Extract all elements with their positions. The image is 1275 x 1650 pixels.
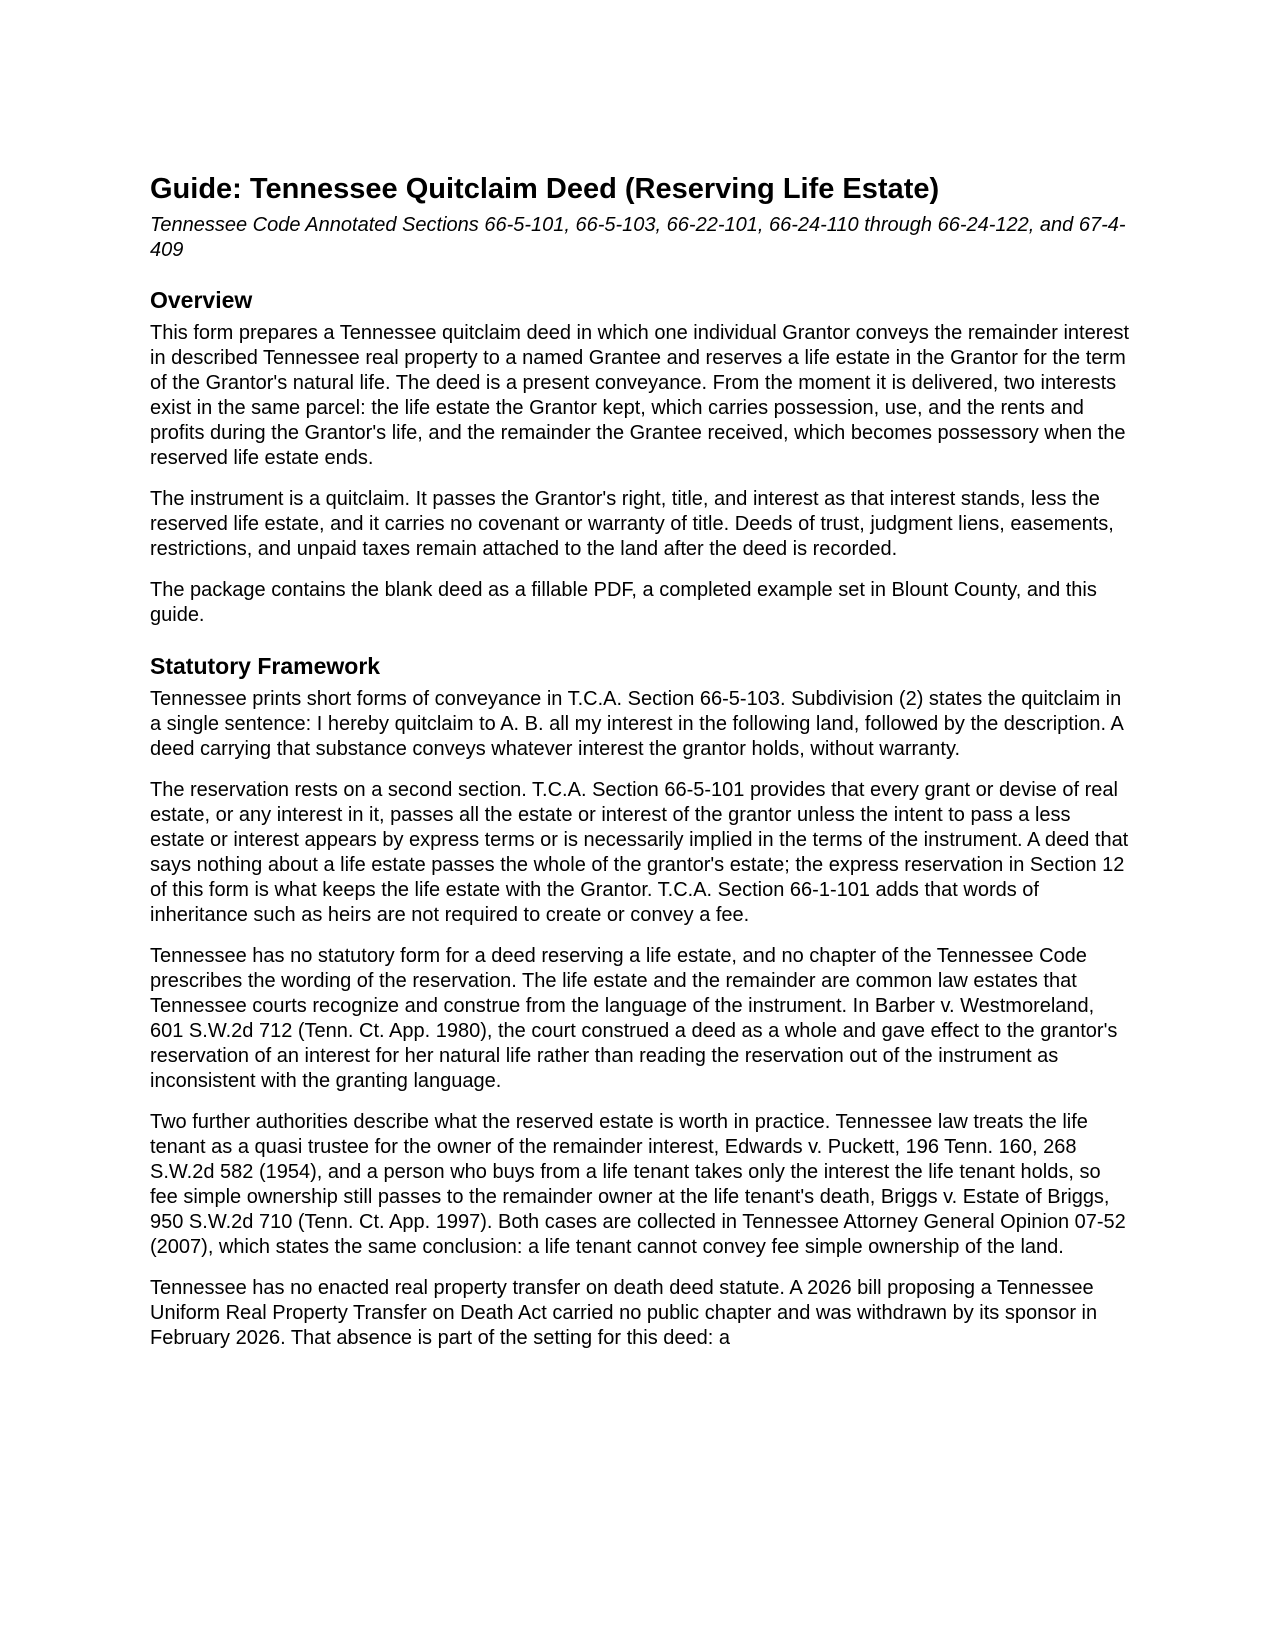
section-heading: Statutory Framework xyxy=(150,653,381,679)
paragraph: Tennessee has no statutory form for a deed reserving a life estate, and no chapter of the Tennessee Code prescribes the wording of the reservation. The life estate and the remainder are common law estates that Tennessee courts recognize and construe from the language of the instrument. In Barber v. Westmoreland, 601 S.W.2d 712 (Tenn. Ct. App. 1980), the court construed a deed as a whole and gave effect to the grantor's reservation of an interest for her natural life rather than reading the reservation out of the instrument as inconsistent with the granting language. xyxy=(150,945,1118,1092)
paragraph: The reservation rests on a second section. T.C.A. Section 66-5-101 provides that every grant or devise of real estate, or any interest in it, passes all the estate or interest of the grantor unless the intent to pass a less estate or interest appears by express terms or is necessarily implied in the terms of the instrument. A deed that says nothing about a life estate passes the whole of the grantor's estate; the express reservation in Section 12 of this form is what keeps the life estate with the Grantor. T.C.A. Section 66-1-101 adds that words of inheritance such as heirs are not required to create or convey a fee. xyxy=(150,779,1129,926)
paragraph: Two further authorities describe what the reserved estate is worth in practice. Tennessee law treats the life tenant as a quasi trustee for the owner of the remainder interest, Edwards v. Puckett, 196 Tenn. 160, 268 S.W.2d 582 (1954), and a person who buys from a life tenant takes only the interest the life tenant holds, so fee simple ownership still passes to the remainder owner at the life tenant's death, Briggs v. Estate of Briggs, 950 S.W.2d 710 (Tenn. Ct. App. 1997). Both cases are collected in Tennessee Attorney General Opinion 07-52 (2007), which states the same conclusion: a life tenant cannot convey fee simple ownership of the land. xyxy=(150,1111,1126,1258)
paragraph: This form prepares a Tennessee quitclaim deed in which one individual Grantor conveys the remainder interest in described Tennessee real property to a named Grantee and reserves a life estate in the Grantor for the term of the Grantor's natural life. The deed is a present conveyance. From the moment it is delivered, two interests exist in the same parcel: the life estate the Grantor kept, which carries possession, use, and the rents and profits during the Grantor's life, and the remainder the Grantee received, which becomes possessory when the reserved life estate ends. xyxy=(150,322,1130,469)
document-title: Guide: Tennessee Quitclaim Deed (Reserving Life Estate) xyxy=(150,173,940,205)
document-page xyxy=(150,171,1130,1367)
section-heading: Overview xyxy=(150,287,253,313)
section-overview xyxy=(150,286,1130,628)
section-statutory-framework xyxy=(150,652,1130,1351)
paragraph: Tennessee has no enacted real property transfer on death deed statute. A 2026 bill proposing a Tennessee Uniform Real Property Transfer on Death Act carried no public chapter and was withdrawn by its sponsor in February 2026. That absence is part of the setting for this deed: a xyxy=(150,1277,1098,1349)
statute-citation: Tennessee Code Annotated Sections 66-5-101, 66-5-103, 66-22-101, 66-24-110 through 66-24-122, and 67-4-409 xyxy=(150,214,1126,261)
paragraph: The instrument is a quitclaim. It passes the Grantor's right, title, and interest as that interest stands, less the reserved life estate, and it carries no covenant or warranty of title. Deeds of trust, judgment liens, easements, restrictions, and unpaid taxes remain attached to the land after the deed is recorded. xyxy=(150,488,1114,560)
paragraph: Tennessee prints short forms of conveyance in T.C.A. Section 66-5-103. Subdivision (2) states the quitclaim in a single sentence: I hereby quitclaim to A. B. all my interest in the following land, followed by the description. A deed carrying that substance conveys whatever interest the grantor holds, without warranty. xyxy=(150,688,1123,760)
paragraph: The package contains the blank deed as a fillable PDF, a completed example set in Blount County, and this guide. xyxy=(150,579,1097,626)
